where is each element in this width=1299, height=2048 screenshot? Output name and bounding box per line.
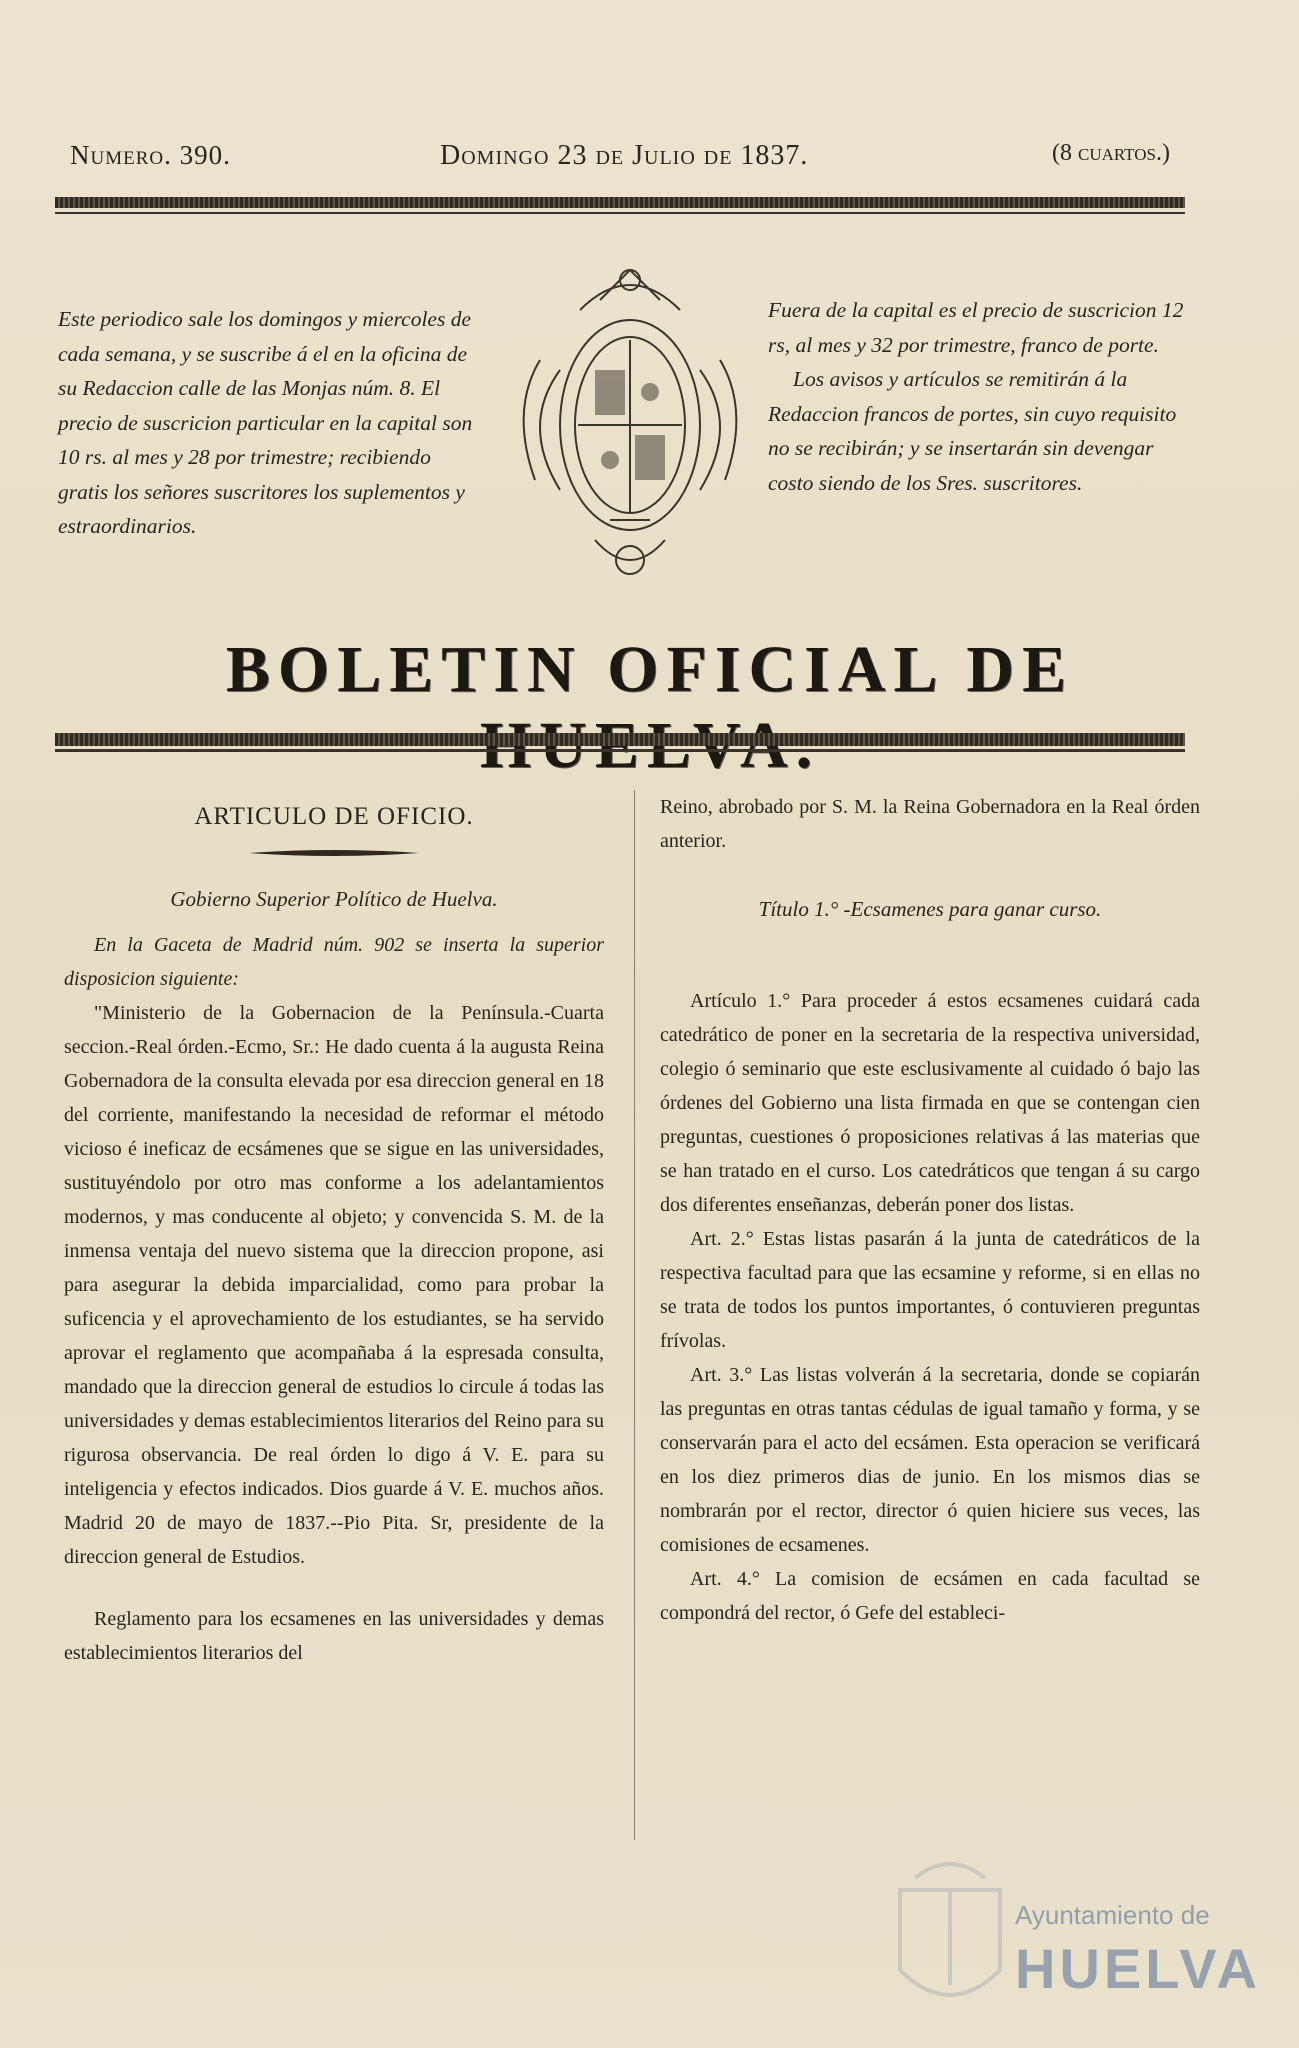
article-2: Art. 2.° Estas listas pasarán á la junta de catedráticos de la respectiva facultad para que las ecsamine y reforme, si en ellas no se trata de todos los puntos importantes, ó contuvieren preguntas frívolas. <box>660 1228 1200 1352</box>
royal-crest-icon <box>500 250 760 600</box>
notices-policy: Los avisos y artículos se remitirán á la Redaccion francos de portes, sin cuyo requisito no se recibirán; y se insertarán sin devengar costo siendo de los Sres. suscritores. <box>768 367 1177 495</box>
column-divider <box>634 790 635 1840</box>
top-rule-thin <box>55 212 1185 214</box>
title-heading: Título 1.° -Ecsamenes para ganar curso. <box>758 897 1102 921</box>
subscription-info <box>58 302 486 544</box>
masthead-title: BOLETIN OFICIAL DE <box>225 633 1075 706</box>
issue-header <box>70 140 1170 180</box>
left-column <box>64 800 604 1670</box>
section-title: ARTICULO DE OFICIO. <box>194 803 474 830</box>
top-rule <box>55 197 1185 208</box>
continued-text: Reino, abrobado por S. M. la Reina Gobernadora en la Real órden anterior. <box>660 796 1200 852</box>
issue-number: Numero. 390. <box>70 140 231 170</box>
section-subhead: Gobierno Superior Político de Huelva. <box>170 887 498 911</box>
article-1: Artículo 1.° Para proceder á estos ecsamenes cuidará cada catedrático de poner en la secretaria de la respectiva universidad, colegio ó seminario que este esclusivamente al cuidado ó bajo las órdenes del Gobierno una lista firmada en que se contengan cien preguntas, cuestiones ó proposiciones relativas á las materias que se han tratado en el curso. Los catedráticos que tengan á su cargo dos diferentes enseñanzas, deberán poner dos listas. <box>660 990 1200 1216</box>
regulation-heading: Reglamento para los ecsamenes en las universidades y demas establecimientos literarios del <box>64 1608 604 1664</box>
issue-date: Domingo 23 de Julio de 1837. <box>440 140 809 171</box>
masthead-rule <box>55 733 1185 746</box>
article-4: Art. 4.° La comision de ecsámen en cada facultad se compondrá del rector, ó Gefe del estableci- <box>660 1568 1200 1624</box>
ministry-order: "Ministerio de la Gobernacion de la Península.-Cuarta seccion.-Real órden.-Ecmo, Sr.: He dado cuenta á la augusta Reina Gobernadora de la consulta elevada por esa direccion general en 18 del corriente, manifestando la necesidad de reformar el método vicioso é ineficaz de ecsámenes que se sigue en las universidades, sustituyéndolo por otro mas conforme a los adelantamientos modernos, y mas conducente al objeto; y convencida S. M. de la inmensa ventaja del nuevo sistema que la direccion propone, asi para asegurar la debida imparcialidad, como para probar la suficencia y el aprovechamiento de los estudiantes, se ha servido aprovar el reglamento que acompañaba á la espresada consulta, mandado que la direccion general de estudios lo circule á todas las universidades y demas establecimientos literarios del Reino para su rigurosa observancia. De real órden lo digo á V. E. para su inteligencia y efectos indicados. Dios guarde á V. E. muchos años. Madrid 20 de mayo de 1837.--Pio Pita. Sr, presidente de la direccion general de Estudios. <box>64 1002 604 1568</box>
masthead-rule-thin <box>55 749 1185 752</box>
subscription-text: Este periodico sale los domingos y miercoles de cada semana, y se suscribe á el en la oficina de su Redaccion calle de las Monjas núm. 8. El precio de suscricion particular en la capital son 10 rs. al mes y 28 por trimestre; recibiendo gratis los señores suscritores los suplementos y estraordinarios. <box>58 307 473 538</box>
watermark-line-1: Ayuntamiento de <box>1015 1900 1210 1930</box>
article-3: Art. 3.° Las listas volverán á la secretaria, donde se copiarán las preguntas en otras tantas cédulas de igual tamaño y forma, y se conservarán para el acto del ecsámen. Esta operacion se verificará en los diez primeros dias de junio. En los mismos dias se nombrarán por el rector, director ó quien hiciere sus veces, las comisiones de ecsamenes. <box>660 1364 1200 1556</box>
rates-info <box>768 293 1202 500</box>
issue-price: (8 cuartos.) <box>1051 140 1170 166</box>
watermark-line-2: HUELVA <box>1015 1937 1261 2000</box>
flourish-divider-icon <box>249 846 419 860</box>
gazette-intro: En la Gaceta de Madrid núm. 902 se inserta la superior disposicion siguiente: <box>64 934 604 990</box>
right-column <box>660 790 1200 1630</box>
rates-outside-capital: Fuera de la capital es el precio de suscricion 12 rs, al mes y 32 por trimestre, franco de porte. <box>768 298 1184 357</box>
spacer <box>64 1574 604 1602</box>
